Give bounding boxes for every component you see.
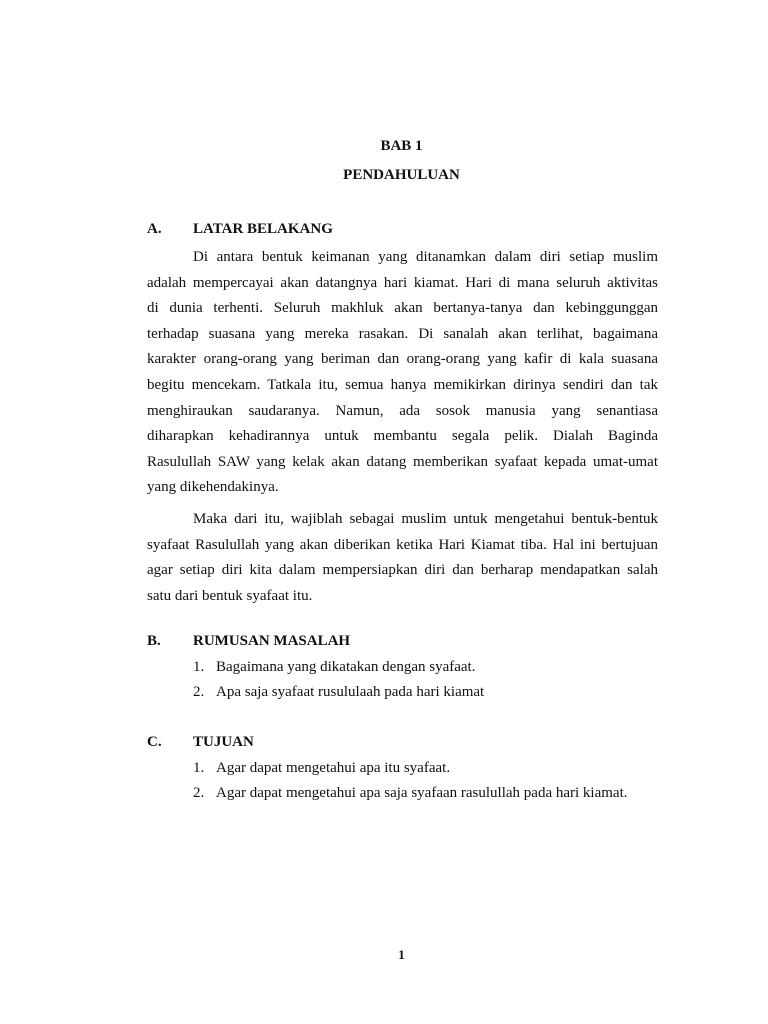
text-line: adalah mempercayai akan datangnya hari kiamat. Hari di mana seluruh aktivitas (147, 274, 658, 291)
section-c-title: TUJUAN (193, 734, 254, 750)
text-line: syafaat Rasulullah yang akan diberikan ketika Hari Kiamat tiba. Hal ini bertujuan (147, 536, 658, 553)
list-item-text: Agar dapat mengetahui apa saja syafaan rasulullah pada hari kiamat. (216, 785, 628, 801)
background-paragraph-2 (147, 507, 658, 609)
text-line: yang dikehendakinya. (147, 479, 279, 496)
text-line: menghiraukan saudaranya. Namun, ada sosok manusia yang senantiasa (147, 402, 658, 419)
problem-list (193, 655, 484, 705)
list-item-text: Agar dapat mengetahui apa itu syafaat. (216, 760, 451, 776)
text-line: karakter orang-orang yang beriman dan orang-orang yang kafir di kala suasana (147, 351, 658, 368)
text-line: agar setiap diri kita dalam mempersiapkan diri dan berharap mendapatkan salah (147, 562, 658, 579)
list-item (193, 756, 628, 781)
list-item-text: Apa saja syafaat rusululaah pada hari kiamat (216, 684, 485, 700)
section-a-title: LATAR BELAKANG (193, 221, 333, 237)
text-line: begitu mencekam. Tatkala itu, semua hanya memikirkan dirinya sendiri dan tak (147, 376, 658, 393)
text-line: diharapkan kehadirannya untuk membantu segala pelik. Dialah Baginda (147, 428, 658, 445)
text-line: terhadap suasana yang mereka rasakan. Di sanalah akan terlihat, bagaimana (147, 325, 658, 342)
text-line: di dunia terhenti. Seluruh makhluk akan bertanya-tanya dan kebinggunggan (147, 300, 658, 317)
list-item (193, 655, 484, 680)
chapter-number: BAB 1 (380, 138, 423, 154)
list-item (193, 781, 628, 806)
text-line: Maka dari itu, wajiblah sebagai muslim untuk mengetahui bentuk-bentuk (193, 511, 658, 527)
page-number: 1 (398, 947, 405, 962)
list-item-number: 2. (193, 684, 205, 700)
list-item (193, 680, 484, 705)
section-c-letter: C. (147, 734, 162, 750)
background-paragraph-1 (147, 245, 658, 501)
list-item-number: 1. (193, 760, 205, 776)
objective-list (193, 756, 628, 806)
section-b-letter: B. (147, 633, 161, 649)
list-item-number: 2. (193, 785, 205, 801)
section-a-letter: A. (147, 221, 162, 237)
chapter-title: PENDAHULUAN (343, 167, 460, 183)
list-item-number: 1. (193, 659, 205, 675)
section-b-title: RUMUSAN MASALAH (193, 633, 351, 649)
text-line: Di antara bentuk keimanan yang ditanamkan dalam diri setiap muslim (193, 249, 658, 265)
text-line: satu dari bentuk syafaat itu. (147, 587, 313, 604)
list-item-text: Bagaimana yang dikatakan dengan syafaat. (216, 659, 476, 675)
text-line: Rasulullah SAW yang kelak akan datang memberikan syafaat kepada umat-umat (147, 453, 658, 470)
